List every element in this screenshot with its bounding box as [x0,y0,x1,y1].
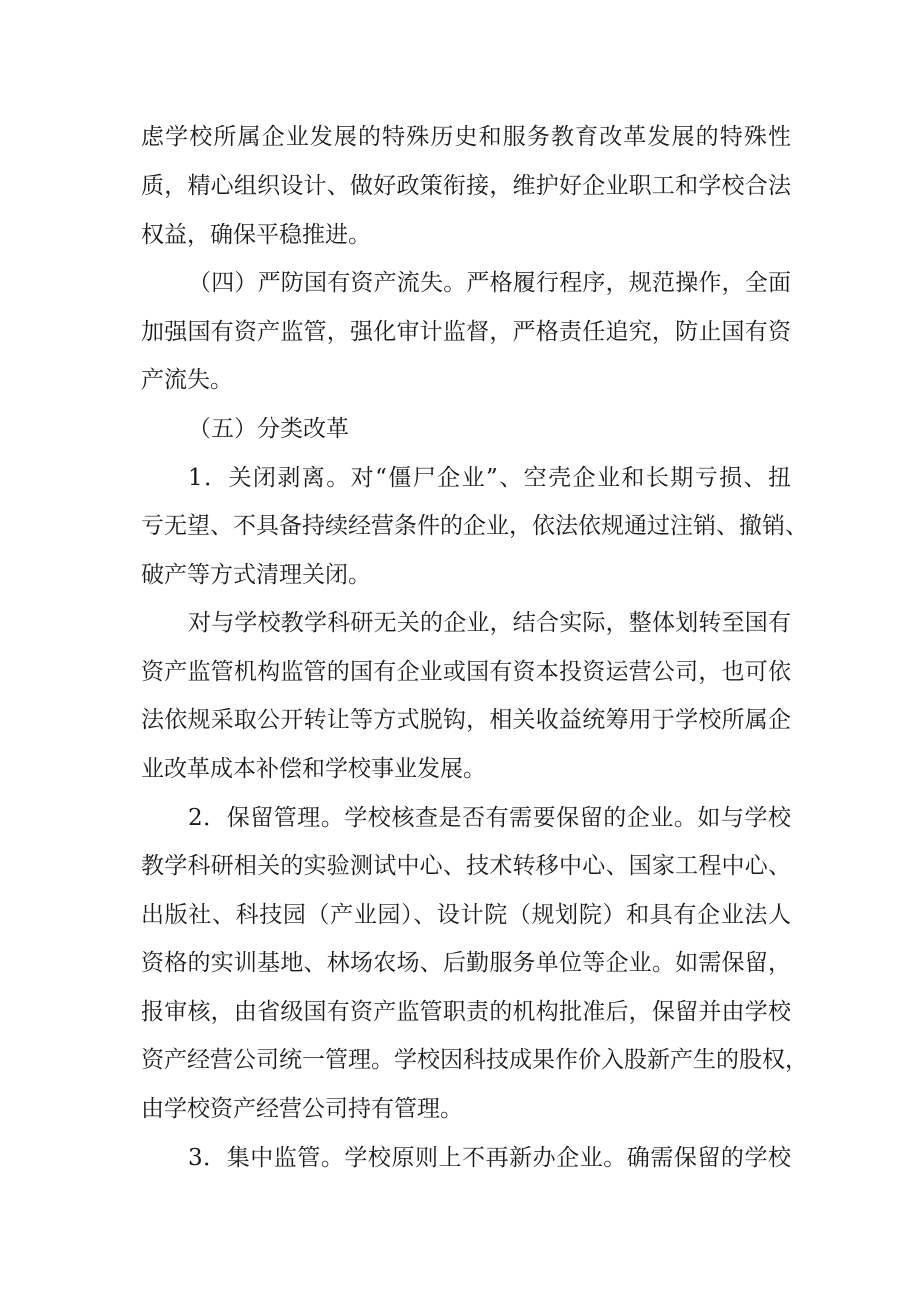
paragraph-line: 出版社、科技园（产业园）、设计院（规划院）和具有企业法人 [141,902,791,928]
paragraph-line: 质，精心组织设计、做好政策衔接，维护好企业职工和学校合法 [141,173,791,199]
paragraph-line: 2．保留管理。学校核查是否有需要保留的企业。如与学校 [188,805,791,831]
paragraph-line: 破产等方式清理关闭。 [141,562,371,588]
paragraph-line: 报审核，由省级国有资产监管职责的机构批准后，保留并由学校 [141,999,791,1025]
paragraph-line: 教学科研相关的实验测试中心、技术转移中心、国家工程中心、 [141,853,791,879]
paragraph-line: （四）严防国有资产流失。严格履行程序，规范操作，全面 [188,270,791,296]
paragraph-line: 加强国有资产监管，强化审计监督，严格责任追究，防止国有资 [141,319,791,345]
paragraph-line: 由学校资产经营公司持有管理。 [141,1096,463,1122]
paragraph-line: 对与学校教学科研无关的企业，结合实际，整体划转至国有 [188,610,791,636]
paragraph-line: 资格的实训基地、林场农场、后勤服务单位等企业。如需保留， [141,950,791,976]
paragraph-line: 资产经营公司统一管理。学校因科技成果作价入股新产生的股权， [141,1047,808,1073]
paragraph-line: 资产监管机构监管的国有企业或国有资本投资运营公司，也可依 [141,659,791,685]
paragraph-line: 权益，确保平稳推进。 [141,222,371,248]
paragraph-line: 3．集中监管。学校原则上不再新办企业。确需保留的学校 [188,1145,791,1171]
paragraph-line: 产流失。 [141,367,233,393]
paragraph-line: 业改革成本补偿和学校事业发展。 [141,756,486,782]
section-heading: （五）分类改革 [188,416,349,442]
paragraph-line: 1．关闭剥离。对“僵尸企业”、空壳企业和长期亏损、扭 [188,465,791,491]
paragraph-line: 虑学校所属企业发展的特殊历史和服务教育改革发展的特殊性 [141,124,791,150]
paragraph-line: 法依规采取公开转让等方式脱钩，相关收益统筹用于学校所属企 [141,707,791,733]
paragraph-line: 亏无望、不具备持续经营条件的企业，依法依规通过注销、撤销、 [141,513,808,539]
